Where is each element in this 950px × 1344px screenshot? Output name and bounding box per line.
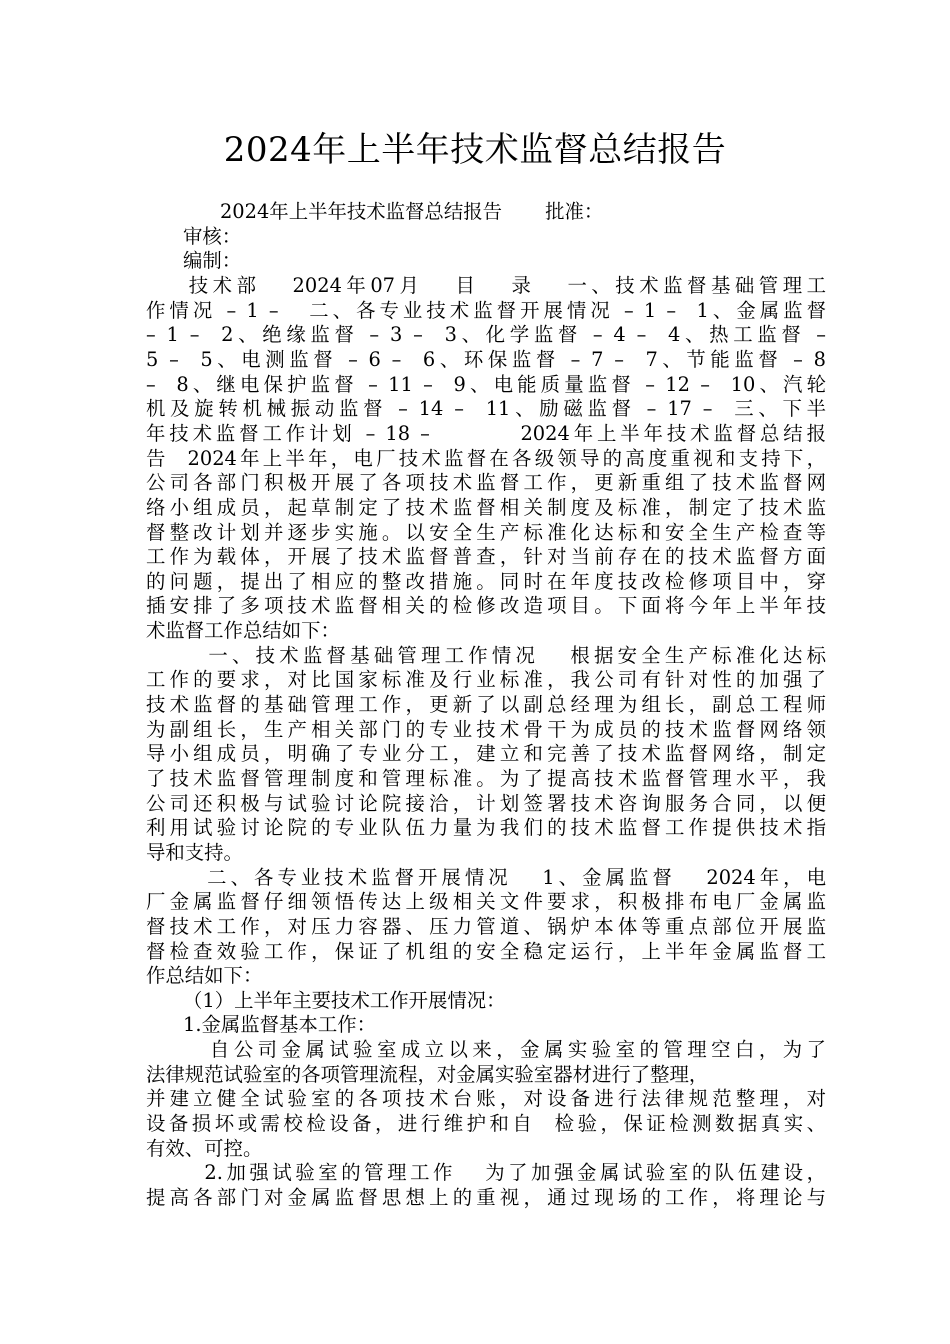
body-text-line: 编制： [146,249,242,273]
body-text-line: 术监督工作总结如下： [146,619,340,642]
body-text-line: 公司还积极与试验讨论院接洽，计划签署技术咨询服务合同，以便 [146,791,826,815]
body-text-line: 提高各部门对金属监督思想上的重视，通过现场的工作，将理论与 [146,1186,826,1209]
document-title: 2024年上半年技术监督总结报告 [223,130,727,170]
body-text-line: 插安排了多项技术监督相关的检修改造项目。下面将今年上半年技 [146,594,826,618]
body-text-line: 设备损坏或需校检设备，进行维护和自 检验，保证检测数据真实、 [146,1112,826,1135]
body-text-line: 告 2024年上半年，电厂技术监督在各级领导的高度重视和支持下， [146,446,826,470]
body-text-line: 络小组成员，起草制定了技术监督相关制度及标准，制定了技术监 [146,495,826,519]
body-text-line: 督检查效验工作，保证了机组的安全稳定运行，上半年金属监督工 [146,939,826,963]
body-text-line: 并建立健全试验室的各项技术台账，对设备进行法律规范整理，对 [146,1087,826,1111]
body-text-line: 法律规范试验室的各项管理流程，对金属实验室器材进行了整理， [146,1062,709,1086]
body-text-line: 5 – 5、电测监督 – 6 – 6、环保监督 – 7 – 7、节能监督 – 8 [146,347,826,371]
body-text-line: 二、各专业技术监督开展情况 1、金属监督 2024年，电 [146,865,826,889]
body-text-line: 2024年上半年技术监督总结报告 批准： [146,200,604,223]
body-text-line: 导小组成员，明确了专业分工，建立和完善了技术监督网络，制定 [146,742,826,766]
body-text-line: 机及旋转机械振动监督 – 14 – 11、励磁监督 – 17 – 三、下半 [146,397,826,421]
body-text-line: 督整改计划并逐步实施。以安全生产标准化达标和安全生产检查等 [146,520,826,544]
body-text-line: 技术部 2024年07月 目 录 一、技术监督基础管理工 [146,273,826,297]
body-text-line: 督技术工作，对压力容器、压力管道、锅炉本体等重点部位开展监 [146,914,826,938]
body-text-line: 公司各部门积极开展了各项技术监督工作，更新重组了技术监督网 [146,471,826,495]
body-text-line: 了技术监督管理制度和管理标准。为了提高技术监督管理水平，我 [146,766,826,790]
body-text-line: – 8、继电保护监督 – 11 – 9、电能质量监督 – 12 – 10、汽轮 [146,372,826,396]
body-text-line: 2.加强试验室的管理工作 为了加强金属试验室的队伍建设， [146,1161,826,1185]
body-text-line: 有效、可控。 [146,1136,263,1160]
body-text-line: 为副组长，生产相关部门的专业技术骨干为成员的技术监督网络领 [146,717,826,741]
body-text-line: 一、技术监督基础管理工作情况 根据安全生产标准化达标 [146,643,826,667]
body-text-line: 审核： [146,224,242,248]
body-text-line: 年技术监督工作计划 – 18 – 2024年上半年技术监督总结报 [146,421,826,445]
body-text-line: 技术监督的基础管理工作，更新了以副总经理为组长，副总工程师 [146,693,826,716]
body-text-line: 利用试验讨论院的专业队伍力量为我们的技术监督工作提供技术指 [146,816,826,840]
body-text-line: 厂金属监督仔细领悟传达上级相关文件要求，积极排布电厂金属监 [146,890,826,914]
body-text-line: 自公司金属试验室成立以来，金属实验室的管理空白，为了 [146,1038,826,1062]
body-text-line: 作情况 – 1 – 二、各专业技术监督开展情况 – 1 – 1、金属监督 [146,298,826,322]
body-text-line: 作总结如下： [146,964,263,988]
body-text-line: 工作为载体，开展了技术监督普查，针对当前存在的技术监督方面 [146,545,826,569]
body-text-line: 导和支持。 [146,840,243,864]
body-text-line: （1）上半年主要技术工作开展情况： [146,988,506,1012]
body-text-line: – 1 – 2、绝缘监督 – 3 – 3、化学监督 – 4 – 4、热工监督 – [146,323,826,347]
body-text-line: 1.金属监督基本工作： [146,1013,376,1037]
body-text-line: 工作的要求，对比国家标准及行业标准，我公司有针对性的加强了 [146,668,826,692]
body-text-line: 的问题，提出了相应的整改措施。同时在年度技改检修项目中，穿 [146,569,826,593]
